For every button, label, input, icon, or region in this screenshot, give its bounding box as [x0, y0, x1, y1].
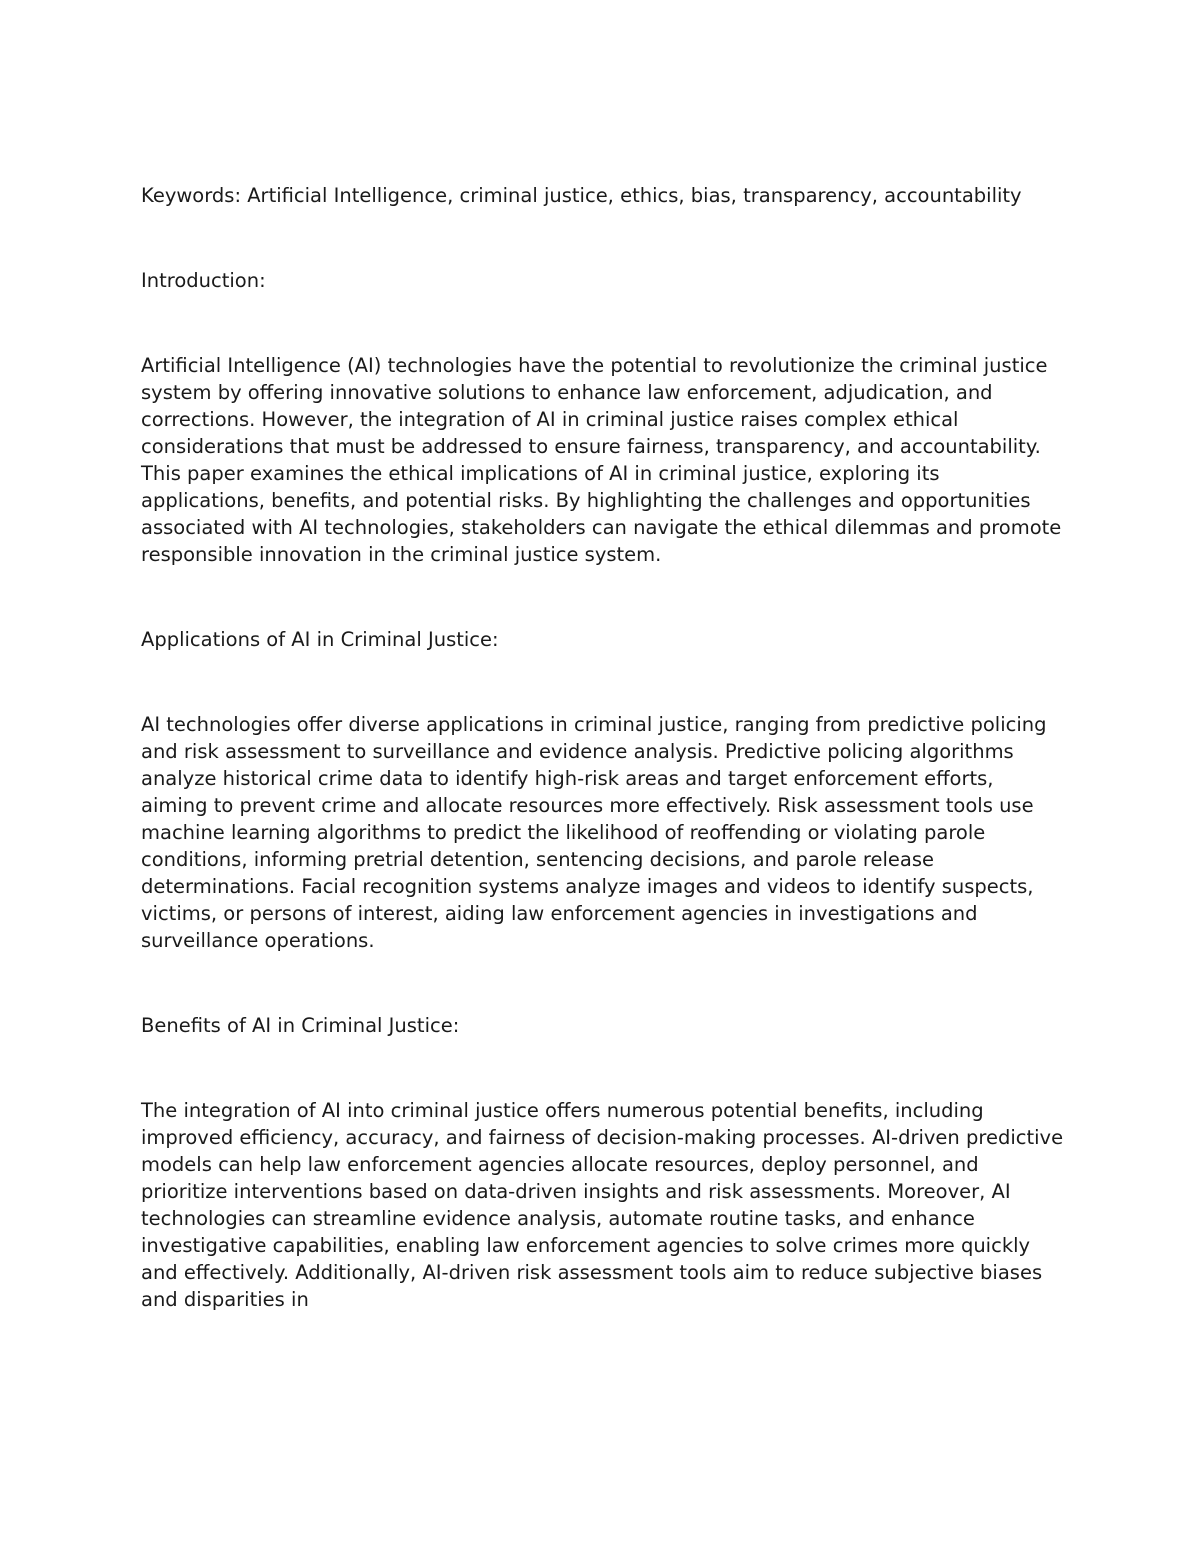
section-body-introduction: Artificial Intelligence (AI) technologies have the potential to revolutionize the criminal justice system by offering innovative solutions to enhance law enforcement, adjudication, and corrections. However, the integration of AI in criminal justice raises complex ethical considerations that must be addressed to ensure fairness, transparency, and accountability. This paper examines the ethical implications of AI in criminal justice, exploring its applications, benefits, and potential risks. By highlighting the challenges and opportunities associated with AI technologies, stakeholders can navigate the ethical dilemmas and promote responsible innovation in the criminal justice system. — [141, 354, 1062, 566]
section-body-benefits: The integration of AI into criminal justice offers numerous potential benefits, including improved efficiency, accuracy, and fairness of decision-making processes. AI-driven predictive models can help law enforcement agencies allocate resources, deploy personnel, and prioritize interventions based on data-driven insights and risk assessments. Moreover, AI technologies can streamline evidence analysis, automate routine tasks, and enhance investigative capabilities, enabling law enforcement agencies to solve crimes more quickly and effectively. Additionally, AI-driven risk assessment tools aim to reduce subjective biases and disparities in — [141, 1099, 1064, 1311]
document-body — [141, 182, 1066, 1371]
section-heading-introduction: Introduction: — [141, 269, 266, 292]
section-heading-benefits: Benefits of AI in Criminal Justice: — [141, 1014, 460, 1037]
section-body-applications: AI technologies offer diverse applications in criminal justice, ranging from predictive policing and risk assessment to surveillance and evidence analysis. Predictive policing algorithms analyze historical crime data to identify high-risk areas and target enforcement efforts, aiming to prevent crime and allocate resources more effectively. Risk assessment tools use machine learning algorithms to predict the likelihood of reoffending or violating parole conditions, informing pretrial detention, sentencing decisions, and parole release determinations. Facial recognition systems analyze images and videos to identify suspects, victims, or persons of interest, aiding law enforcement agencies in investigations and surveillance operations. — [141, 713, 1047, 952]
keywords-line: Keywords: Artificial Intelligence, criminal justice, ethics, bias, transparency, accountability — [141, 184, 1022, 207]
section-heading-applications: Applications of AI in Criminal Justice: — [141, 628, 499, 651]
